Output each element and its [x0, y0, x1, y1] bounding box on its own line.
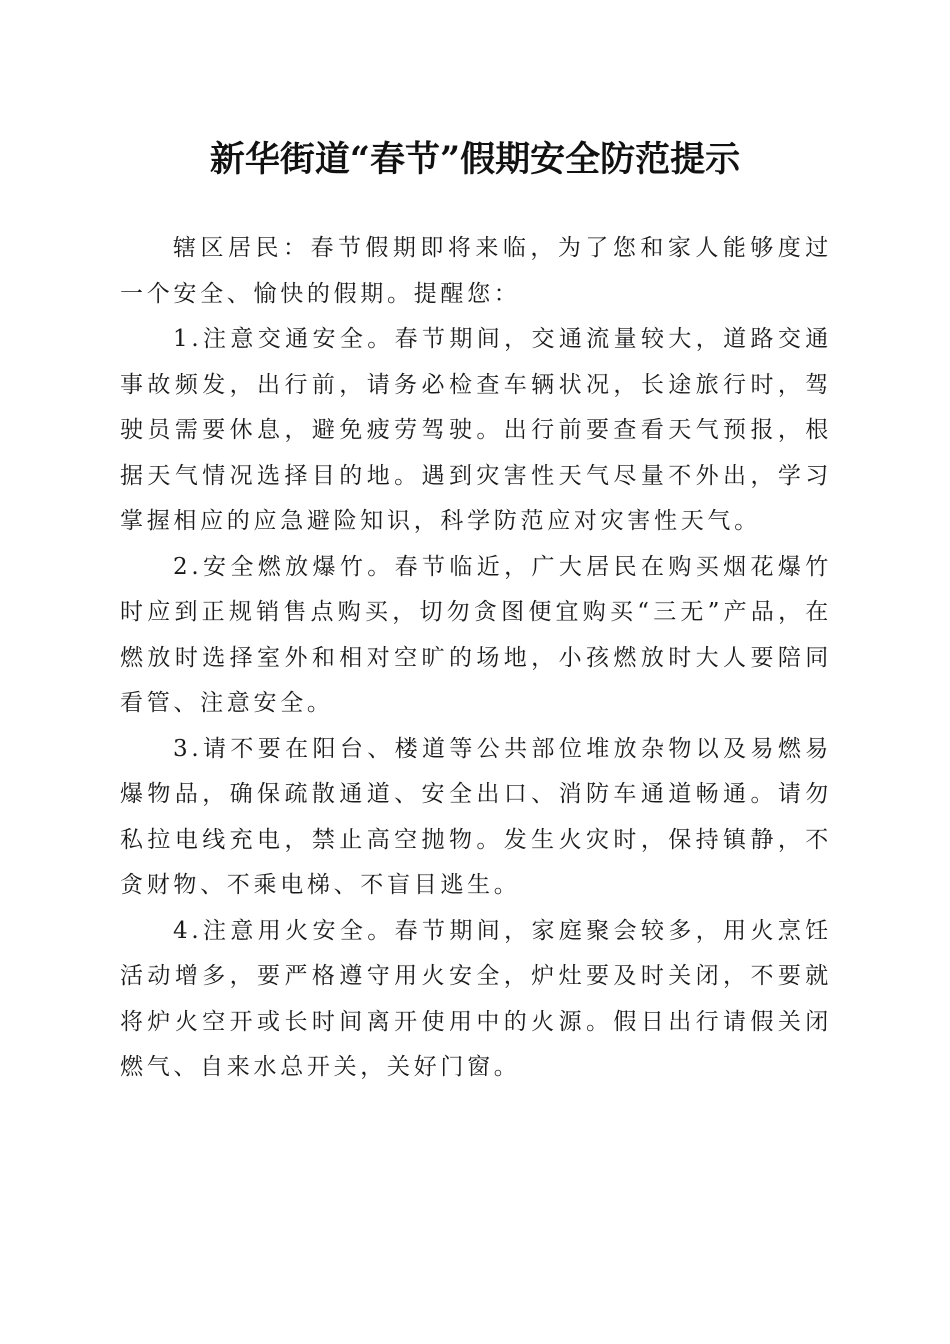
paragraph-fire-prevention: 3.请不要在阳台、楼道等公共部位堆放杂物以及易燃易爆物品，确保疏散通道、安全出口、消防车通道畅通。请勿私拉电线充电，禁止高空抛物。发生火灾时，保持镇静，不贪财物、不乘电梯、不盲目逃生。: [120, 735, 832, 898]
paragraph-greeting: 辖区居民：春节假期即将来临，为了您和家人能够度过一个安全、愉快的假期。提醒您：: [120, 235, 832, 307]
document-title: 新华街道“春节”假期安全防范提示: [209, 139, 741, 180]
paragraph-firecracker-safety: 2.安全燃放爆竹。春节临近，广大居民在购买烟花爆竹时应到正规销售点购买，切勿贪图便宜购买“三无”产品，在燃放时选择室外和相对空旷的场地，小孩燃放时大人要陪同看管、注意安全。: [120, 553, 832, 716]
paragraph-traffic-safety: 1.注意交通安全。春节期间，交通流量较大，道路交通事故频发，出行前，请务必检查车辆状况，长途旅行时，驾驶员需要休息，避免疲劳驾驶。出行前要查看天气预报，根据天气情况选择目的地。遇到灾害性天气尽量不外出，学习掌握相应的应急避险知识，科学防范应对灾害性天气。: [120, 326, 832, 534]
document-body: [120, 226, 832, 1091]
paragraph-fire-use-safety: 4.注意用火安全。春节期间，家庭聚会较多，用火烹饪活动增多，要严格遵守用火安全，炉灶要及时关闭，不要就将炉火空开或长时间离开使用中的火源。假日出行请假关闭燃气、自来水总开关，关好门窗。: [120, 917, 832, 1080]
